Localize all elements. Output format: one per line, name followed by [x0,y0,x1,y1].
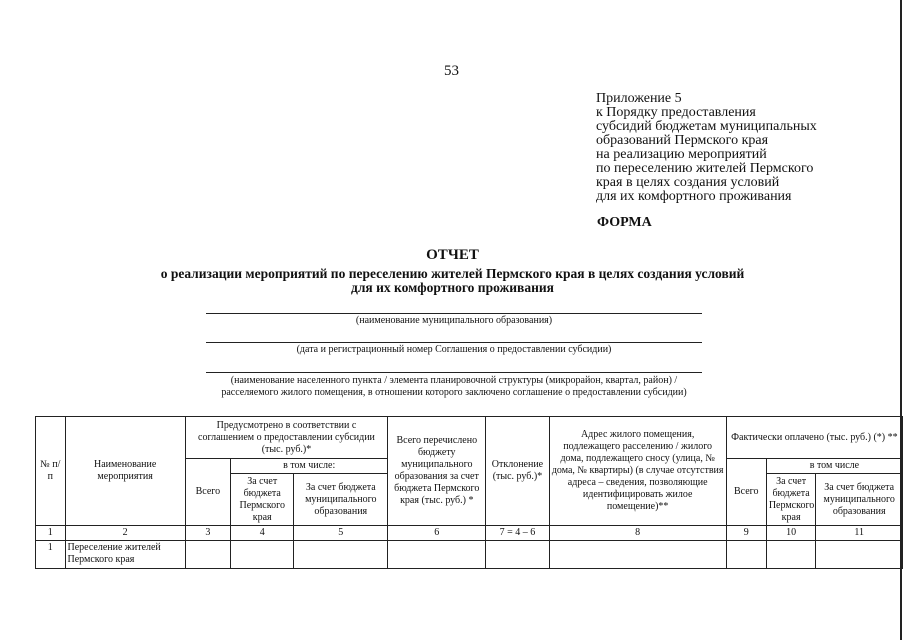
appendix-line: образований Пермского края [596,133,769,148]
row-cell[interactable] [549,541,726,569]
municipality-fill-line[interactable] [206,313,702,314]
form-label: ФОРМА [597,215,652,230]
column-number: 1 [36,526,66,541]
header-planned: Предусмотрено в соответствии с соглашением о предоставлении субсидии (тыс. руб.)* [185,417,388,459]
header-paid: Фактически оплачено (тыс. руб.) (*) ** [726,417,902,459]
appendix-line: субсидий бюджетам муниципальных [596,119,817,134]
row-cell[interactable] [185,541,230,569]
settlement-caption-line: расселяемого жилого помещения, в отношении которого заключено соглашение о предоставлении субсидии) [221,387,687,398]
appendix-line: по переселению жителей Пермского [596,161,814,176]
header-regional-paid: За счет бюджета Пермского края [766,474,816,526]
column-number: 2 [65,526,185,541]
agreement-fill-line[interactable] [206,342,702,343]
header-including: в том числе: [231,459,388,474]
page-number: 53 [444,63,459,79]
column-number: 10 [766,526,816,541]
report-table [35,416,903,569]
header-transferred: Всего перечислено бюджету муниципального образования за счет бюджета Пермского края (тыс. руб.) * [388,417,486,526]
row-num: 1 [36,541,66,569]
header-num: № п/п [36,417,66,526]
table-row [36,541,903,569]
row-cell[interactable] [486,541,549,569]
header-municipal: За счет бюджета муниципального образования [294,474,388,526]
row-cell[interactable] [231,541,294,569]
appendix-line: для их комфортного проживания [596,189,792,204]
appendix-line: на реализацию мероприятий [596,147,767,162]
row-cell[interactable] [294,541,388,569]
row-cell[interactable] [766,541,816,569]
row-cell[interactable] [388,541,486,569]
appendix-block [596,92,817,204]
report-title: ОТЧЕТ [426,247,479,263]
column-number: 8 [549,526,726,541]
column-number: 9 [726,526,766,541]
municipality-caption: (наименование муниципального образования) [355,315,553,326]
appendix-line: края в целях создания условий [596,175,780,190]
report-subtitle-line: о реализации мероприятий по переселению жителей Пермского края в целях создания условий [160,266,745,281]
report-subtitle-line: для их комфортного проживания [351,280,554,295]
report-subtitle [100,267,805,295]
header-total-paid: Всего [726,459,766,526]
settlement-caption [150,375,758,399]
settlement-fill-line[interactable] [206,372,702,373]
agreement-caption: (дата и регистрационный номер Соглашения о предоставлении субсидии) [296,344,612,355]
header-address: Адрес жилого помещения, подлежащего расселению / жилого дома, подлежащего сносу (улица, № дома, № квартиры) (в случае отсутствия адреса – сведения, позволяющие идентифицировать жилое помещение)** [549,417,726,526]
column-number: 4 [231,526,294,541]
header-municipal-paid: За счет бюджета муниципального образования [816,474,903,526]
row-name: Переселение жителей Пермского края [65,541,185,569]
column-number: 7 = 4 – 6 [486,526,549,541]
row-cell[interactable] [726,541,766,569]
column-number: 11 [816,526,903,541]
header-total: Всего [185,459,230,526]
column-number: 6 [388,526,486,541]
appendix-line: Приложение 5 [596,91,682,106]
settlement-caption-line: (наименование населенного пункта / элемента планировочной структуры (микрорайон, квартал, район) / [230,375,678,386]
appendix-line: к Порядку предоставления [596,105,756,120]
column-number: 5 [294,526,388,541]
row-cell[interactable] [816,541,903,569]
header-deviation: Отклонение (тыс. руб.)* [486,417,549,526]
column-number: 3 [185,526,230,541]
header-regional: За счет бюджета Пермского края [231,474,294,526]
header-name: Наименование мероприятия [65,417,185,526]
header-including-paid: в том числе [766,459,902,474]
